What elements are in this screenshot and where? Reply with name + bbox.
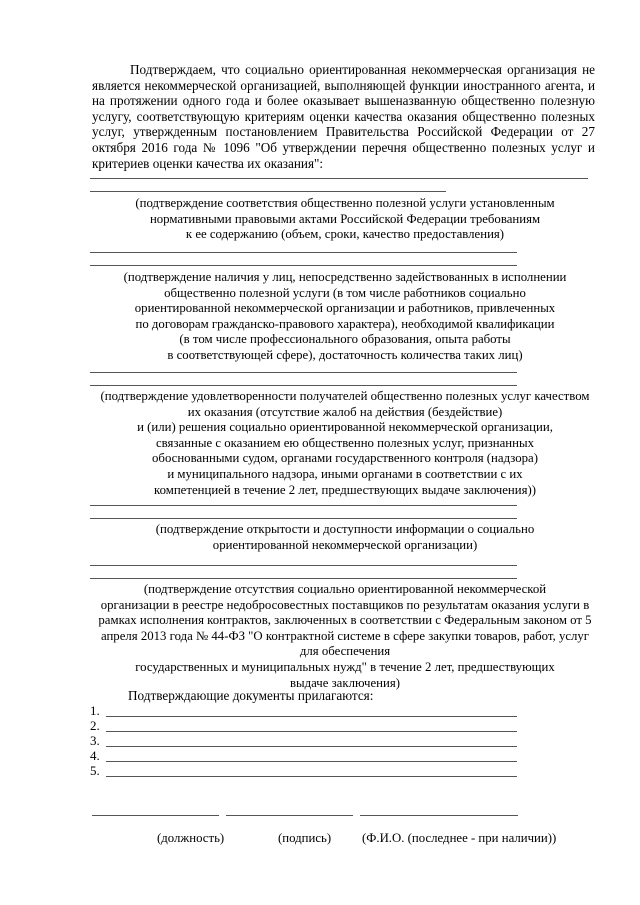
fill-line <box>90 518 517 519</box>
caption-line: обоснованными судом, органами государственного контроля (надзора) <box>152 451 538 466</box>
caption-line: (подтверждение открытости и доступности информации о социально <box>155 522 535 536</box>
attachment-number: 5. <box>90 763 100 778</box>
fill-line <box>90 252 517 253</box>
caption-line: (подтверждение удовлетворенности получателей общественно полезных услуг качеством <box>100 389 590 403</box>
attachment-fill-line <box>106 731 517 732</box>
caption-line: государственных и муниципальных нужд" в течение 2 лет, предшествующих <box>135 659 555 674</box>
signature-line-position <box>92 815 219 816</box>
fill-line <box>90 372 517 373</box>
fill-line <box>90 578 517 579</box>
caption-registry <box>90 582 600 691</box>
caption-line: выдаче заключения) <box>289 675 400 690</box>
caption-line: их оказания (отсутствие жалоб на действия (бездействие) <box>187 404 503 419</box>
caption-line: рамках исполнения контрактов, заключенных в соответствии с Федеральным законом от 5 <box>98 613 592 628</box>
caption-line: и муниципального надзора, иными органами в соответствии с их <box>167 466 523 481</box>
caption-line: ориентированной некоммерческой организации) <box>212 537 478 552</box>
fill-line <box>90 265 517 266</box>
caption-qualification <box>90 270 600 364</box>
caption-openness <box>90 522 600 553</box>
attachment-number: 1. <box>90 703 100 718</box>
caption-line: (подтверждение соответствия общественно полезной услуги установленным <box>135 196 555 210</box>
signature-line-name <box>360 815 518 816</box>
caption-line: для обеспечения <box>299 644 391 659</box>
attachments-label: Подтверждающие документы прилагаются: <box>128 688 374 703</box>
attachment-fill-line <box>106 746 517 747</box>
fill-line <box>90 385 517 386</box>
fill-line <box>90 505 517 506</box>
caption-line: к ее содержанию (объем, сроки, качество предоставления) <box>185 227 505 242</box>
caption-line: (в том числе профессионального образования, опыта работы <box>179 332 511 347</box>
attachment-number: 3. <box>90 733 100 748</box>
fill-line <box>90 191 446 192</box>
caption-line: в соответствующей сфере), достаточность количества таких лиц) <box>167 347 523 362</box>
caption-line: связанные с оказанием ею общественно полезных услуг, признанных <box>156 435 534 450</box>
caption-line: компетенцией в течение 2 лет, предшествующих выдаче заключения)) <box>154 482 536 497</box>
fill-line <box>90 178 588 179</box>
signature-line-sign <box>226 815 353 816</box>
attachment-fill-line <box>106 716 517 717</box>
caption-line: (подтверждение наличия у лиц, непосредственно задействованных в исполнении <box>123 270 567 284</box>
caption-line: общественно полезной услуги (в том числе работников социально <box>164 285 526 300</box>
caption-line: по договорам гражданско-правового характера), необходимой квалификации <box>135 316 555 331</box>
fill-line <box>90 565 517 566</box>
caption-satisfaction <box>90 389 600 498</box>
name-caption: (Ф.И.О. (последнее - при наличии)) <box>362 831 557 845</box>
intro-text: Подтверждаем, что социально ориентированная некоммерческая организация не является некоммерческой организацией, выполняющей функции иностранного агента, и на протяжении одного года и более оказывает вышеназванную общественно полезную услугу, соответствующую критериям оценки качества оказания общественно полезных услуг, утвержденным постановлением Правительства Российской Федерации от 27 октября 2016 года № 1096 "Об утверждении перечня общественно полезных услуг и критериев оценки качества их оказания": <box>92 62 595 171</box>
intro-paragraph <box>92 62 595 171</box>
caption-line: нормативными правовыми актами Российской Федерации требованиям <box>149 211 541 226</box>
caption-line: апреля 2013 года № 44-ФЗ "О контрактной системе в сфере закупки товаров, работ, услуг <box>100 628 590 643</box>
caption-line: организации в реестре недобросовестных поставщиков по результатам оказания услуги в <box>100 597 590 612</box>
caption-line: и (или) решения социально ориентированной некоммерческой организации, <box>137 420 553 435</box>
attachment-fill-line <box>106 776 517 777</box>
attachment-number: 2. <box>90 718 100 733</box>
attachment-number: 4. <box>90 748 100 763</box>
position-caption: (должность) <box>157 831 225 845</box>
caption-line: ориентированной некоммерческой организации и работников, привлеченных <box>134 301 556 316</box>
attachment-fill-line <box>106 761 517 762</box>
caption-compliance <box>90 196 600 243</box>
signature-caption: (подпись) <box>278 831 332 845</box>
caption-line: (подтверждение отсутствия социально ориентированной некоммерческой <box>143 582 547 596</box>
